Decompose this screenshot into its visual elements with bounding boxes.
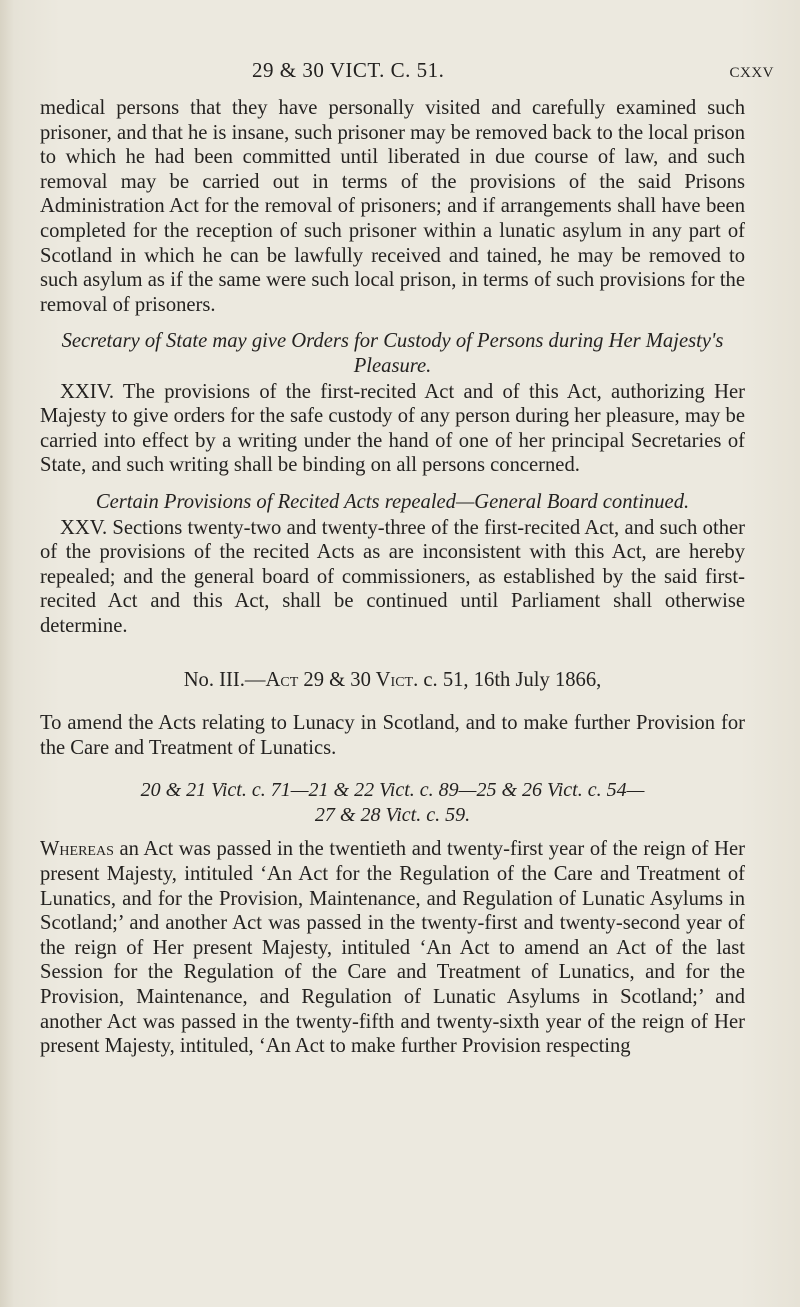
page-number: cxxv [729,58,774,82]
act-title: To amend the Acts relating to Lunacy in Scotland, and to make further Provision for the Care and Treatment of Lunatics. [40,712,745,759]
act-references-line-1: 20 & 21 Vict. c. 71—21 & 22 Vict. c. 89—25 & 26 Vict. c. 54— [140,779,645,802]
act-number-heading [40,668,745,693]
page-header [40,58,774,88]
section-25-text: XXV. Sections twenty-two and twenty-three of the first-recited Act, and such other of the provisions of the recited Acts as are inconsistent with this Act, are hereby repealed; and the general board of commissioners, as established by the said first-recited Act and this Act, shall be continued until Parliament shall otherwise determine. [40,516,745,637]
running-head: 29 & 30 VICT. C. 51. [252,58,445,82]
page-gutter-shadow [0,0,14,1307]
act-number-prefix: No. III.— [183,669,266,692]
act-references-line-2: 27 & 28 Vict. c. 59. [314,803,471,826]
act-references [40,778,745,827]
section-25-heading: Certain Provisions of Recited Acts repealed—General Board continued. [95,490,690,513]
act-citation: Act 29 & 30 Vict. [265,669,419,692]
preamble-body: an Act was passed in the twentieth and twenty-first year of the reign of Her present Majesty, intituled ‘An Act for the Regulation of the Care and Treatment of Lunatics, and for the Provision, Maintenance, and Regulation of Lunatic Asylums in Scotland;’ and another Act was passed in the twenty-first and twenty-second year of the reign of Her present Majesty, intituled ‘An Act to amend an Act of the last Session for the Regulation of the Care and Treatment of Lunatics, and for the Provision, Maintenance, and Regulation of Lunatic Asylums in Scotland;’ and another Act was passed in the twenty-fifth and twenty-sixth year of the reign of Her present Majesty, intituled, ‘An Act to make further Provision respecting [40,838,745,1058]
preamble-opening-word: Whereas [40,838,114,861]
act-date: c. 51, 16th July 1866, [418,669,602,692]
section-24-text: XXIV. The provisions of the first-recited Act and of this Act, authorizing Her Majesty to give orders for the safe custody of any person during her pleasure, may be carried into effect by a writing under the hand of one of her principal Secretaries of State, and such writing shall be binding on all persons concerned. [40,380,745,477]
section-24-heading: Secretary of State may give Orders for Custody of Persons during Her Majesty's Pleasure. [61,330,724,377]
preamble-text [40,837,745,1058]
page-body [40,96,745,1059]
continued-paragraph: medical persons that they have personally visited and carefully examined such prisoner, and that he is insane, such prisoner may be removed back to the local prison to which he had been committed until liberated in due course of law, and such removal may be carried out in terms of the provisions of the said Prisons Administration Act for the removal of prisoners; and if arrangements shall have been completed for the reception of such prisoner within a lunatic asylum in any part of Scotland in which he can be lawfully received and tained, he may be removed to such asylum as if the same were such local prison, in terms of such provisions for the removal of prisoners. [40,97,745,316]
